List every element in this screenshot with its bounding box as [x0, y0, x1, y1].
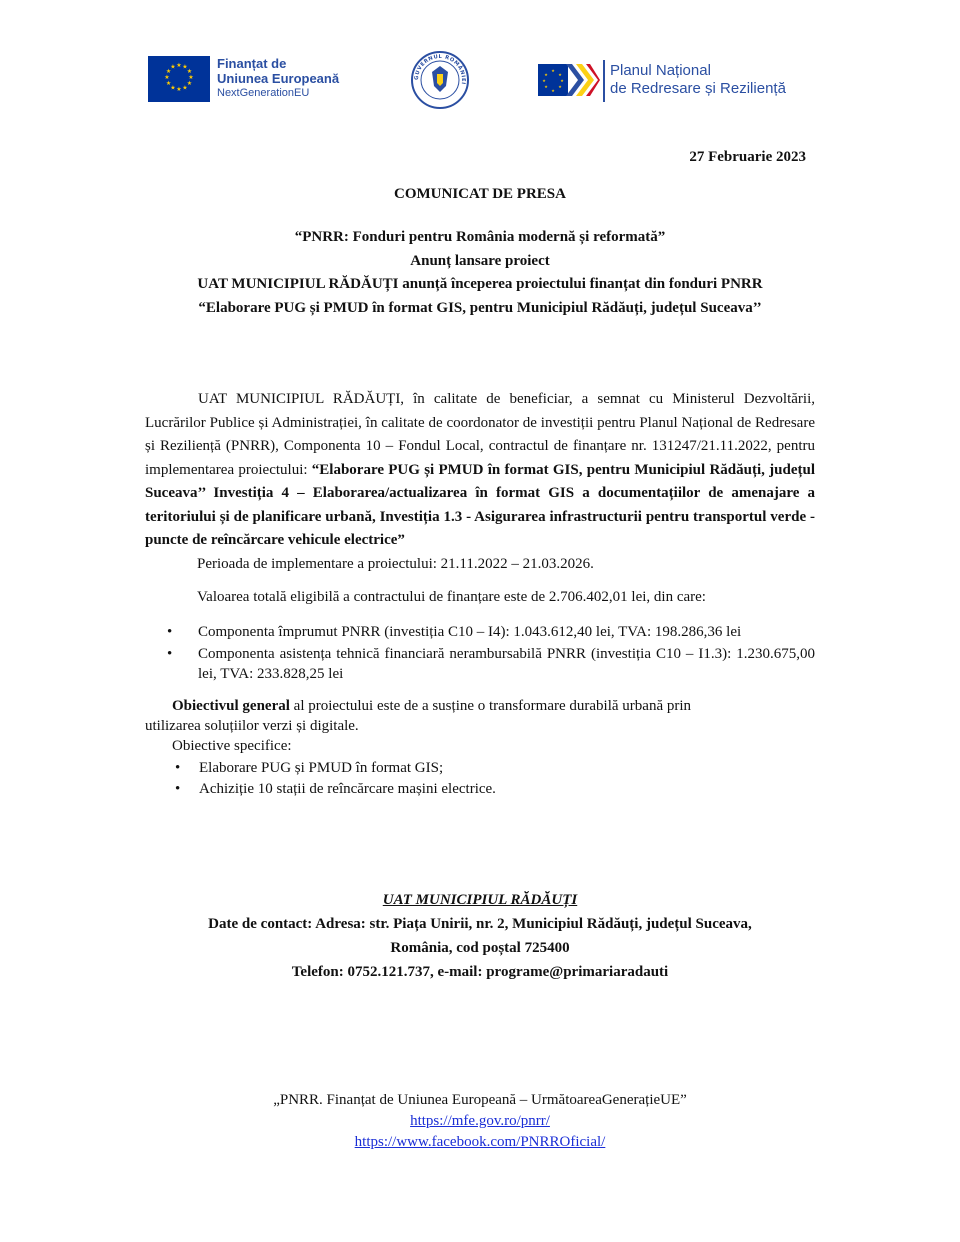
- list-item: • Componenta asistența tehnică financiară nerambursabilă PNRR (investiția C10 – I1.3): 1.230.675,00 lei, TVA: 233.828,25 lei: [145, 644, 815, 684]
- svg-text:★: ★: [186, 80, 193, 87]
- contact-block: [140, 888, 820, 984]
- svg-text:★: ★: [165, 68, 172, 75]
- mfe-link[interactable]: https://mfe.gov.ro/pnrr/: [410, 1113, 550, 1129]
- general-objective-text-2: utilizarea soluțiilor verzi și digitale.: [145, 717, 359, 734]
- subtitle-line: Anunț lansare proiect: [410, 252, 550, 269]
- svg-text:★: ★: [542, 78, 546, 83]
- svg-text:★: ★: [544, 84, 548, 89]
- intro-text: UAT MUNICIPIUL RĂDĂUȚI, în calitate de beneficiar, a semnat cu Ministerul Dezvoltării, Lucrărilor Publice și Administrației, în calitate de coordonator de investiții pentru Planul Național de Redresare și Reziliență (PNRR), Componenta 10 – Fondul Local, contractul de finanțare nr. 131247/21.11.2022, pentru implementarea proiectului:: [145, 391, 815, 478]
- logo-header: [0, 0, 960, 130]
- specific-objectives-label: Obiective specifice:: [172, 737, 292, 754]
- total-value: Valoarea totală eligibilă a contractului de finanțare este de 2.706.402,01 lei, din care:: [197, 589, 706, 605]
- government-seal-icon: [410, 50, 470, 110]
- eu-logo-line1: Finanțat de: [217, 56, 287, 71]
- svg-text:★: ★: [176, 62, 182, 69]
- general-objective: [145, 696, 815, 736]
- svg-text:★: ★: [558, 84, 562, 89]
- contact-address-2: România, cod poștal 725400: [390, 940, 570, 956]
- eu-flag-icon: [148, 56, 210, 102]
- pnrr-logo-line1: Planul Național: [610, 62, 711, 79]
- svg-text:★: ★: [170, 84, 176, 92]
- svg-text:★: ★: [170, 63, 176, 71]
- implementation-period: Perioada de implementare a proiectului: 21.11.2022 – 21.03.2026.: [197, 555, 594, 572]
- general-objective-label: Obiectivul general: [172, 697, 290, 714]
- footer-slogan: „PNRR. Finanțat de Uniunea Europeană – UrmătoareaGenerațieUE”: [273, 1092, 687, 1108]
- contact-phone-email: Telefon: 0752.121.737, e-mail: programe@primariaradauti: [291, 964, 669, 980]
- svg-text:★: ★: [544, 72, 548, 77]
- general-objective-text: al proiectului este de a susține o transformare durabilă urbană prin: [289, 697, 692, 714]
- gov-seal-text: GUVERNUL ROMÂNIEI: [413, 53, 467, 86]
- project-subtitle: [148, 226, 812, 320]
- document-date: 27 Februarie 2023: [689, 149, 806, 165]
- intro-project-name: “Elaborare PUG și PMUD în format GIS, pentru Municipiul Rădăuți, județul Suceava’’ Investiția 4 – Elaborarea/actualizarea în format GIS a documentațiilor de amenajare a teritoriului și de planificare urbană, Investiția 1.3 - Asigurarea infrastructurii pentru transportul verde - puncte de reîncărcare vehicule electrice”: [145, 461, 815, 548]
- eu-logo-line2: Uniunea Europeană: [217, 71, 340, 86]
- intro-paragraph: [145, 388, 815, 553]
- facebook-link[interactable]: https://www.facebook.com/PNRROficial/: [354, 1134, 606, 1150]
- svg-text:★: ★: [182, 84, 188, 92]
- svg-text:★: ★: [186, 68, 193, 75]
- svg-text:★: ★: [551, 68, 555, 73]
- pnrr-logo-line2: de Redresare și Reziliență: [610, 80, 786, 97]
- list-item: • Elaborare PUG și PMUD în format GIS;: [145, 758, 815, 779]
- contact-address: Date de contact: Adresa: str. Piața Unirii, nr. 2, Municipiul Rădăuți, județul Suceava,: [208, 916, 752, 932]
- list-item: • Achiziție 10 stații de reîncărcare mașini electrice.: [145, 779, 815, 800]
- svg-text:★: ★: [551, 88, 555, 93]
- subtitle-line: “Elaborare PUG și PMUD în format GIS, pentru Municipiul Rădăuți, județul Suceava’’: [198, 299, 762, 316]
- pnrr-logo-text: [610, 62, 786, 98]
- svg-text:★: ★: [560, 78, 564, 83]
- contact-organization: UAT MUNICIPIUL RĂDĂUȚI: [382, 892, 578, 908]
- subtitle-line: “PNRR: Fonduri pentru România modernă și reformată”: [294, 229, 666, 245]
- components-list: [145, 622, 815, 684]
- specific-objectives-list: [145, 758, 815, 800]
- eu-logo-line3: NextGenerationEU: [217, 87, 310, 99]
- svg-text:★: ★: [182, 63, 188, 71]
- eu-logo-text: [217, 56, 339, 101]
- svg-text:★: ★: [558, 72, 562, 77]
- document-title: COMUNICAT DE PRESA: [394, 186, 566, 202]
- svg-text:★: ★: [176, 86, 182, 93]
- footer: [0, 1090, 960, 1153]
- svg-text:★: ★: [188, 74, 194, 81]
- pnrr-arrows-icon: [538, 62, 600, 98]
- subtitle-line: UAT MUNICIPIUL RĂDĂUȚI anunță începerea proiectului finanțat din fonduri PNRR: [197, 276, 763, 292]
- pnrr-divider: [603, 60, 605, 102]
- svg-text:★: ★: [164, 74, 170, 81]
- list-item: • Componenta împrumut PNRR (investiția C10 – I4): 1.043.612,40 lei, TVA: 198.286,36 lei: [145, 622, 815, 642]
- document-body: [145, 388, 815, 800]
- svg-text:★: ★: [165, 80, 172, 87]
